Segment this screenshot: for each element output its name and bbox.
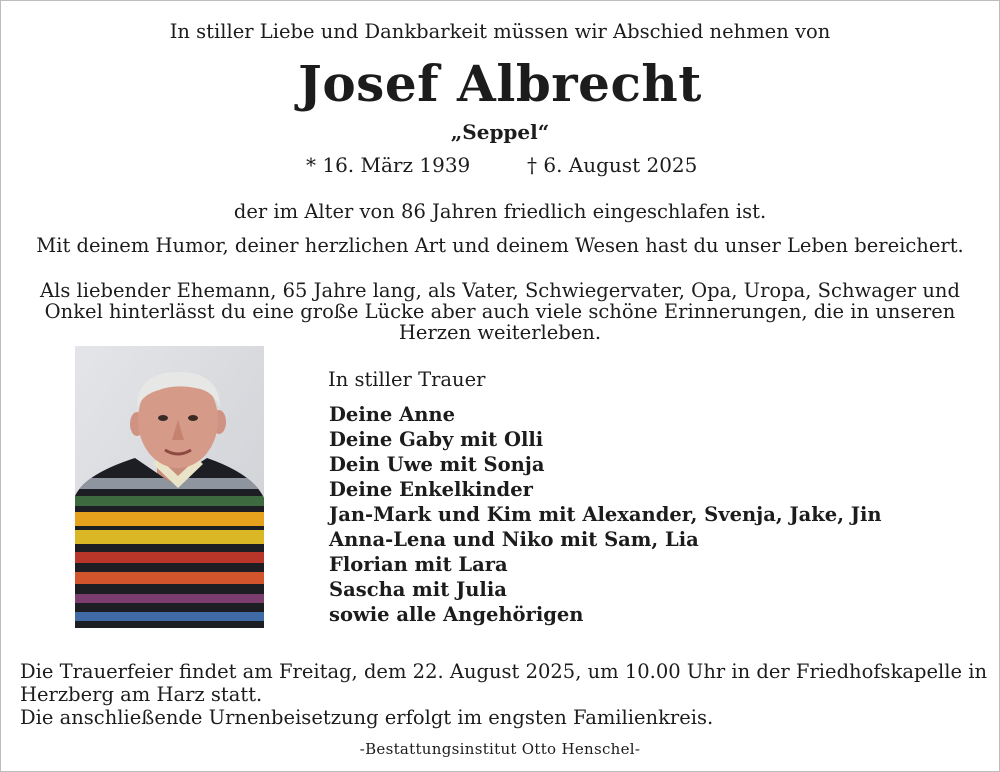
death-date: † 6. August 2025 [527,153,698,177]
portrait-photo [75,346,264,628]
intro-text: In stiller Liebe und Dankbarkeit müssen wir Abschied nehmen von [169,20,831,43]
mourners-list [329,402,882,627]
mourner-item: Jan-Mark und Kim mit Alexander, Svenja, Jake, Jin [329,503,882,526]
nickname: „Seppel“ [450,120,550,144]
mourner-item: Deine Gaby mit Olli [329,428,544,451]
humor-line: Mit deinem Humor, deiner herzlichen Art und deinem Wesen hast du unser Leben bereichert. [36,234,964,257]
mourner-item: Deine Anne [329,403,455,426]
mourning-heading: In stiller Trauer [328,368,486,391]
mourner-item: Anna-Lena und Niko mit Sam, Lia [329,528,699,551]
portrait-illustration [75,346,264,628]
burial-details: Die anschließende Urnenbeisetzung erfolgt im engsten Familienkreis. [20,706,714,729]
funeral-details: Die Trauerfeier findet am Freitag, dem 22. August 2025, um 10.00 Uhr in der Friedhofskapelle in Herzberg am Harz statt. [20,660,988,706]
tribute-paragraph: Als liebender Ehemann, 65 Jahre lang, als Vater, Schwiegervater, Opa, Uropa, Schwager und Onkel hinterlässt du eine große Lücke aber auch viele schöne Erinnerungen, die in unseren Herzen weiterleben. [40,279,960,344]
mourner-item: sowie alle Angehörigen [329,603,584,626]
deceased-name: Josef Albrecht [298,54,702,113]
mourner-item: Sascha mit Julia [329,578,507,601]
funeral-home-credit: -Bestattungsinstitut Otto Henschel- [359,740,641,758]
mourner-item: Dein Uwe mit Sonja [329,453,545,476]
age-line: der im Alter von 86 Jahren friedlich eingeschlafen ist. [233,200,767,223]
mourner-item: Deine Enkelkinder [329,478,533,501]
service-info [20,660,990,729]
mourner-item: Florian mit Lara [329,553,508,576]
birth-date: * 16. März 1939 [306,153,471,177]
